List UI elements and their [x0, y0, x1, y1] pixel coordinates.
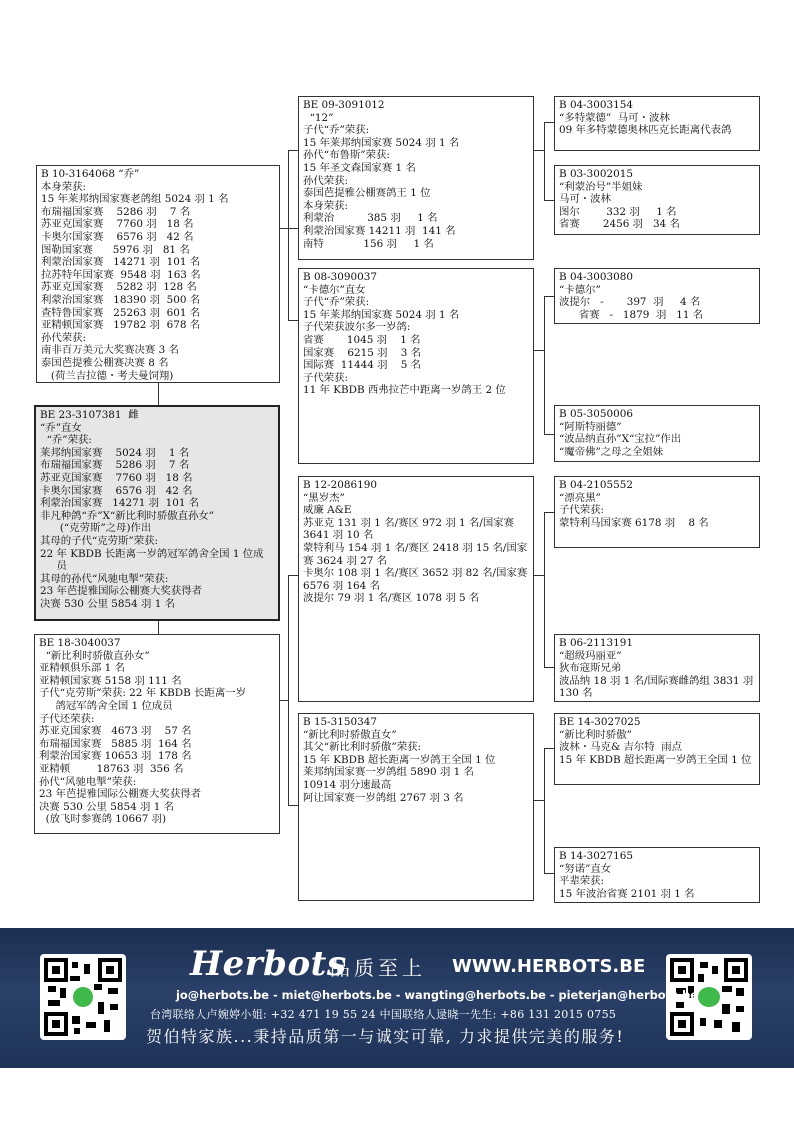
- connector: [544, 122, 554, 123]
- pedigree-line: B 04-3003080: [559, 271, 633, 283]
- connector: [544, 434, 554, 435]
- pedigree-line: 子代荣获:: [559, 504, 605, 517]
- connector: [158, 620, 159, 634]
- pedigree-line: (放飞时参赛鸽 10667 羽): [39, 813, 167, 826]
- pedigree-line: 莱邦纳国家赛 5024 羽 1 名: [40, 446, 190, 459]
- pedigree-line: 子代荣获:: [303, 371, 349, 384]
- pedigree-line: B 15-3150347: [303, 716, 377, 728]
- qr-code-line: [40, 954, 126, 1040]
- connector: [544, 512, 554, 513]
- pedigree-line: “新比利时骄傲直女”: [303, 728, 397, 741]
- pedigree-line: 图尔 332 羽 1 名: [559, 205, 677, 218]
- slogan: 品质至上: [330, 956, 426, 980]
- pedigree-line: 非凡种鸽“乔”X“新比利时骄傲直孙女”: [40, 509, 215, 522]
- pedigree-line: 利蒙治 385 羽 1 名: [303, 212, 438, 225]
- pedigree-line: 孙代荣获:: [41, 331, 87, 344]
- pedigree-line: 蒙特利马国家赛 6178 羽 8 名: [559, 516, 709, 529]
- pedigree-box-sire-dam: [298, 268, 534, 464]
- pedigree-line: 苏亚克国家赛 7760 羽 18 名: [41, 218, 194, 231]
- pedigree-line: “阿斯特丽德”: [559, 420, 622, 433]
- pedigree-line: 威廉 A&E: [303, 504, 352, 517]
- pedigree-line: 布瑞福国家赛 5885 羽 164 名: [39, 737, 192, 750]
- connector: [534, 800, 544, 801]
- connector: [544, 122, 545, 200]
- pedigree-line: “卡德尔”: [559, 283, 601, 296]
- connector: [544, 873, 554, 874]
- connector: [288, 150, 298, 151]
- connector: [544, 667, 554, 668]
- pedigree-box-dam-sire-sire: [554, 476, 760, 548]
- connector: [534, 350, 544, 351]
- pedigree-line: 孙代荣获:: [303, 174, 349, 187]
- pedigree-line: 15 年莱邦纳国家赛 5024 羽 1 名: [303, 136, 460, 149]
- connector: [288, 575, 289, 805]
- pedigree-line: 利蒙治国家赛 14271 羽 101 名: [41, 256, 201, 269]
- pedigree-line: (“克劳斯”之母)作出: [40, 522, 152, 535]
- pedigree-line: 南非百万美元大奖赛决赛 3 名: [41, 344, 179, 357]
- pedigree-line: 利蒙治国家赛 18390 羽 500 名: [41, 293, 201, 306]
- pedigree-line: 亚精顿 18763 羽 356 名: [39, 762, 184, 775]
- pedigree-line: “努诺”直女: [559, 862, 612, 875]
- connector: [544, 512, 545, 667]
- pedigree-box-subject: [34, 405, 280, 621]
- pedigree-line: 子代“乔”荣获:: [303, 124, 370, 137]
- pedigree-line: 省赛 - 1879 羽 11 名: [559, 308, 704, 321]
- pedigree-line: 布瑞福国家赛 5286 羽 7 名: [40, 459, 190, 472]
- pedigree-line: 15 年 KBDB 超长距离一岁鸽王全国 1 位: [559, 753, 752, 766]
- pedigree-line: 泰国芭提雅公棚赛鸽王 1 位: [303, 187, 431, 200]
- pedigree-box-dam-dam-sire: [554, 713, 760, 785]
- pedigree-line: 苏亚克 131 羽 1 名/赛区 972 羽 1 名/国家赛 3641 羽 10 名: [303, 516, 518, 542]
- pedigree-line: 平辈荣获:: [559, 875, 605, 888]
- connector: [544, 296, 554, 297]
- pedigree-line: 其母的子代“克劳斯”荣获:: [40, 534, 159, 547]
- pedigree-line: 子代“克劳斯”荣获: 22 年 KBDB 长距离一岁: [39, 687, 246, 700]
- pedigree-box-dam-dam: [298, 713, 534, 901]
- pedigree-line: 23 年芭提雅国际公棚赛大奖获得者: [39, 788, 201, 801]
- email-list[interactable]: jo@herbots.be - miet@herbots.be - wangting@herbots.be - pieterjan@herbots.be: [176, 988, 699, 1002]
- pedigree-line: 10914 羽分速最高: [303, 778, 392, 791]
- pedigree-line: 马可・波林: [559, 193, 611, 206]
- pedigree-line: 国际赛 11444 羽 5 名: [303, 359, 422, 372]
- pedigree-line: 莱邦纳国家赛一岁鸽组 5890 羽 1 名: [303, 766, 474, 779]
- pedigree-box-sire-dam-dam: [554, 405, 760, 462]
- pedigree-line: “利蒙治号”半姐妹: [559, 180, 643, 193]
- pedigree-box-dam-dam-dam: [554, 847, 760, 903]
- pedigree-line: 09 年多特蒙德奥林匹克长距离代表鸽: [559, 124, 732, 137]
- pedigree-line: B 03-3002015: [559, 168, 633, 180]
- connector: [544, 296, 545, 434]
- pedigree-line: 员: [40, 560, 67, 573]
- pedigree-line: 22 年 KBDB 长距离一岁鸽冠军鸽舍全国 1 位成: [40, 547, 264, 560]
- pedigree-line: 狄布寇斯兄弟: [559, 662, 622, 675]
- connector: [158, 383, 159, 407]
- pedigree-line: B 06-2113191: [559, 637, 633, 649]
- pedigree-line: 苏亚克国家赛 4673 羽 57 名: [39, 725, 192, 738]
- pedigree-line: 图勒国家赛 5976 羽 81 名: [41, 243, 190, 256]
- pedigree-line: 波品纳 18 羽 1 名/国际赛雌鸽组 3831 羽 130 名: [559, 674, 757, 700]
- pedigree-line: 省赛 1045 羽 1 名: [303, 333, 421, 346]
- pedigree-line: 孙代“布鲁斯”荣获:: [303, 149, 390, 162]
- pedigree-line: “12”: [303, 111, 334, 124]
- connector: [288, 320, 298, 321]
- pedigree-line: 15 年 KBDB 超长距离一岁鸽王全国 1 位: [303, 753, 496, 766]
- pedigree-line: “黑岁杰”: [303, 491, 345, 504]
- pedigree-line: 子代“乔”荣获:: [303, 296, 370, 309]
- pedigree-line: (荷兰吉拉德・考夫曼饲翔): [41, 369, 174, 382]
- pedigree-line: 23 年芭提雅国际公棚赛大奖获得者: [40, 585, 202, 598]
- contact-info: 台湾联络人卢婉婷小姐: +32 471 19 55 24 中国联络人逯晓一先生: +86 131 2015 0755: [150, 1008, 617, 1021]
- pedigree-line: 波提尔 79 羽 1 名/赛区 1078 羽 5 名: [303, 592, 480, 605]
- pedigree-box-sire-sire-dam: [554, 165, 760, 235]
- pedigree-box-sire-sire-sire: [554, 96, 760, 151]
- pedigree-line: 亚精顿国家赛 19782 羽 678 名: [41, 319, 201, 332]
- connector: [280, 228, 298, 229]
- pedigree-line: 波提尔 - 397 羽 4 名: [559, 296, 701, 309]
- pedigree-line: 决赛 530 公里 5854 羽 1 名: [39, 800, 175, 813]
- pedigree-line: “乔”直女: [40, 421, 82, 434]
- connector: [280, 700, 288, 701]
- pedigree-line: 本身荣获:: [41, 180, 87, 193]
- pedigree-line: 泰国芭提雅公棚赛决赛 8 名: [41, 356, 169, 369]
- pedigree-line: 阿让国家赛一岁鸽组 2767 羽 3 名: [303, 791, 464, 804]
- pedigree-line: 亚精顿国家赛 5158 羽 111 名: [39, 674, 182, 687]
- connector: [534, 150, 544, 151]
- wechat-icon: [698, 987, 720, 1007]
- pedigree-line: 苏亚克国家赛 7760 羽 18 名: [40, 471, 193, 484]
- pedigree-line: BE 18-3040037: [39, 637, 121, 649]
- pedigree-line: 卡奥尔国家赛 6576 羽 42 名: [40, 484, 193, 497]
- pedigree-box-dam-sire-dam: [554, 634, 760, 702]
- pedigree-line: 拉苏特年国家赛 9548 羽 163 名: [41, 268, 201, 281]
- connector: [288, 575, 298, 576]
- pedigree-line: B 05-3050006: [559, 408, 633, 420]
- pedigree-box-dam: [34, 634, 280, 834]
- pedigree-line: 查特鲁国家赛 25263 羽 601 名: [41, 306, 201, 319]
- pedigree-box-sire: [36, 165, 280, 383]
- connector: [288, 805, 298, 806]
- pedigree-line: 本身荣获:: [303, 199, 349, 212]
- pedigree-line: 决赛 530 公里 5854 羽 1 名: [40, 597, 176, 610]
- pedigree-line: B 04-2105552: [559, 479, 633, 491]
- pedigree-line: 卡奥尔 108 羽 1 名/赛区 3652 羽 82 名/国家赛 6576 羽 164 名: [303, 567, 531, 592]
- pedigree-line: 苏亚克国家赛 5282 羽 128 名: [41, 281, 197, 294]
- pedigree-line: B 12-2086190: [303, 479, 377, 491]
- pedigree-line: B 10-3164068 “乔”: [41, 168, 140, 180]
- brand-logo: Herbots: [190, 944, 347, 984]
- motto: 贺伯特家族...秉持品质第一与诚实可靠, 力求提供完美的服务!: [146, 1027, 625, 1046]
- footer-banner: [0, 928, 794, 1068]
- pedigree-line: 国家赛 6215 羽 3 名: [303, 346, 422, 359]
- pedigree-line: “卡德尔”直女: [303, 283, 366, 296]
- line-icon: [73, 987, 93, 1007]
- pedigree-line: 蒙特利马 154 羽 1 名/赛区 2418 羽 15 名/国家赛 3624 羽 27 名: [303, 541, 528, 567]
- pedigree-line: “超级玛丽亚”: [559, 649, 622, 662]
- pedigree-line: 其父“新比利时骄傲”荣获:: [303, 741, 422, 754]
- connector: [288, 150, 289, 320]
- pedigree-line: “多特蒙德” 马可・波林: [559, 111, 670, 124]
- pedigree-line: 省赛 2456 羽 34 名: [559, 218, 680, 231]
- pedigree-line: BE 23-3107381 雌: [40, 409, 139, 421]
- pedigree-line: 亚精顿俱乐部 1 名: [39, 662, 125, 675]
- pedigree-line: 15 年波治省赛 2101 羽 1 名: [559, 887, 695, 900]
- connector: [544, 748, 554, 749]
- pedigree-line: 15 年莱邦纳国家赛 5024 羽 1 名: [303, 308, 460, 321]
- pedigree-line: BE 09-3091012: [303, 99, 385, 111]
- connector: [544, 748, 545, 873]
- pedigree-line: “魔帝佛”之母之全姐妹: [559, 445, 664, 458]
- connector: [534, 575, 544, 576]
- pedigree-line: B 08-3090037: [303, 271, 377, 283]
- pedigree-line: BE 14-3027025: [559, 716, 641, 728]
- pedigree-line: 子代还荣获:: [39, 712, 95, 725]
- pedigree-line: “新比利时骄傲直孙女”: [39, 649, 150, 662]
- pedigree-line: “波品纳直孙”X“宝拉”作出: [559, 433, 682, 446]
- pedigree-line: 利蒙治国家赛 14271 羽 101 名: [40, 497, 200, 510]
- pedigree-line: 15 年莱邦纳国家赛老鸽组 5024 羽 1 名: [41, 193, 229, 206]
- pedigree-line: 子代荣获波尔多一岁鸽:: [303, 321, 411, 334]
- pedigree-line: 布瑞福国家赛 5286 羽 7 名: [41, 205, 191, 218]
- pedigree-line: B 14-3027165: [559, 850, 633, 862]
- pedigree-line: 波林・马克& 吉尔特 雨点: [559, 741, 683, 754]
- pedigree-line: 其母的孙代“风驰电掣”荣获:: [40, 572, 169, 585]
- pedigree-box-sire-dam-sire: [554, 268, 760, 324]
- pedigree-box-sire-sire: [298, 96, 534, 260]
- pedigree-line: 利蒙治国家赛 14211 羽 141 名: [303, 224, 456, 237]
- pedigree-line: 卡奥尔国家赛 6576 羽 42 名: [41, 230, 194, 243]
- pedigree-line: “漂亮黑”: [559, 491, 601, 504]
- pedigree-line: 孙代“风驰电掣”荣获:: [39, 775, 137, 788]
- pedigree-box-dam-sire: [298, 476, 534, 702]
- pedigree-line: B 04-3003154: [559, 99, 633, 111]
- pedigree-line: 15 年圣文森国家赛 1 名: [303, 161, 416, 174]
- website-link[interactable]: WWW.HERBOTS.BE: [452, 956, 646, 977]
- connector: [544, 200, 554, 201]
- pedigree-line: 11 年 KBDB 西弗拉芒中距离一岁鸽王 2 位: [303, 384, 506, 397]
- pedigree-line: 鸽冠军鸽舍全国 1 位成员: [39, 699, 173, 712]
- pedigree-line: 南特 156 羽 1 名: [303, 237, 434, 250]
- pedigree-line: “新比利时骄傲”: [559, 728, 632, 741]
- pedigree-line: 利蒙治国家赛 10653 羽 178 名: [39, 750, 192, 763]
- pedigree-line: “乔”荣获:: [40, 434, 92, 447]
